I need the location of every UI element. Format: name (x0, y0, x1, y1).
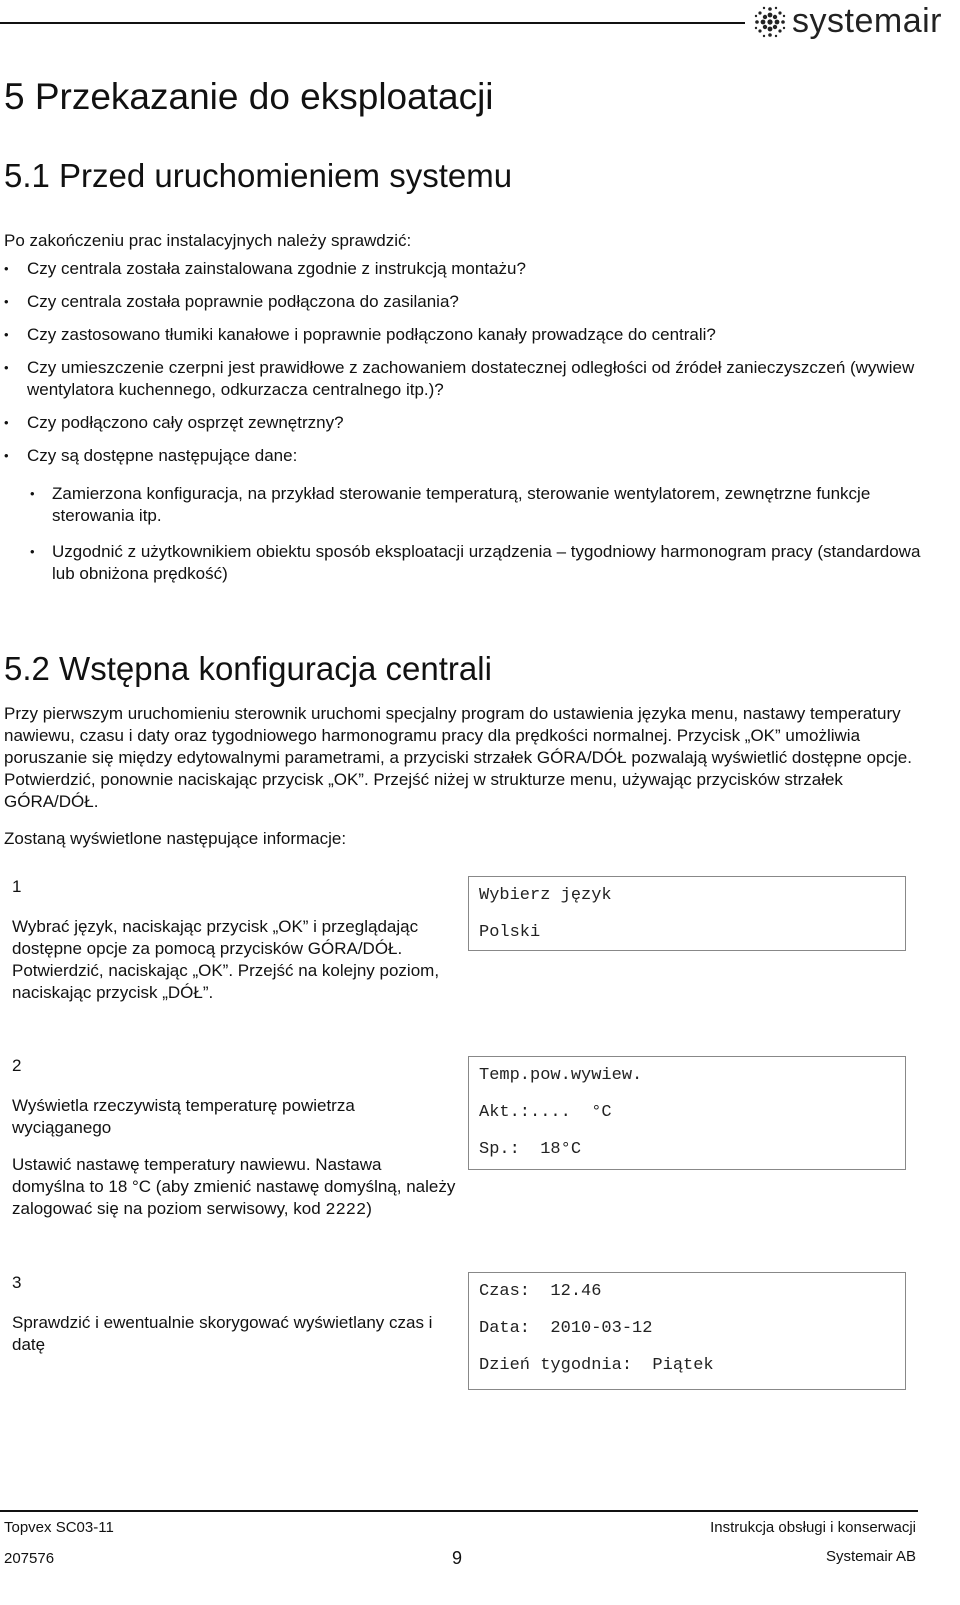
step-text: Wyświetla rzeczywistą temperaturę powietrza wyciąganego (12, 1096, 355, 1137)
display-step-3 (468, 1272, 906, 1390)
footer-rule (0, 1510, 918, 1512)
step-1 (12, 876, 457, 1004)
header-rule (0, 22, 745, 24)
list-item: • Czy centrala została zainstalowana zgodnie z instrukcją montażu? (0, 258, 930, 280)
checklist (0, 258, 930, 596)
setup-intro: Przy pierwszym uruchomieniu sterownik uruchomi specjalny program do ustawienia języka menu, nastawy temperatury nawiewu, czasu i daty oraz tygodniowego harmonogramu pracy dla prędkości normalnej. Przycisk „OK” umożliwia poruszanie się między edytowalnymi parametrami, a przyciski strzałek GÓRA/DÓŁ pozwalają wyświetlić dostępne opcje. Potwierdzić, ponownie naciskając przycisk „OK”. Przejść niżej w strukturze menu, używając przycisków strzałek GÓRA/DÓŁ. (4, 704, 912, 811)
list-item: • Czy zastosowano tłumiki kanałowe i poprawnie podłączono kanały prowadzące do centrali? (0, 324, 930, 346)
step-text-2 (12, 1154, 457, 1222)
display-step-1 (468, 876, 906, 951)
subsection-title-5-1: 5.1 Przed uruchomieniem systemu (4, 157, 513, 194)
step-number: 2 (12, 1056, 22, 1075)
info-text: Zostaną wyświetlone następujące informacje: (4, 829, 347, 848)
display-line: Data: 2010-03-12 (479, 1319, 653, 1338)
display-line: Temp.pow.wywiew. (479, 1066, 643, 1085)
footer-company: Systemair AB (825, 1548, 916, 1565)
page-number: 9 (452, 1548, 463, 1568)
display-step-2 (468, 1056, 906, 1170)
list-item: • Czy centrala została poprawnie podłączona do zasilania? (0, 291, 930, 313)
list-item: • Czy podłączono cały osprzęt zewnętrzny? (0, 412, 930, 434)
footer-doc-number: 207576 (4, 1550, 55, 1567)
footer-doc-title: Instrukcja obsługi i konserwacji (710, 1519, 916, 1536)
step-text-2-main: Ustawić nastawę temperatury nawiewu. Nastawa domyślna to 18 °C (aby zmienić nastawę domyślną, należy zalogować się na poziom serwisowy, kod (12, 1155, 456, 1218)
display-line: Wybierz język (479, 886, 612, 905)
display-line: Akt.:.... °C (479, 1103, 612, 1122)
step-2 (12, 1055, 457, 1222)
check-intro: Po zakończeniu prac instalacyjnych należy sprawdzić: (4, 231, 412, 250)
display-line: Czas: 12.46 (479, 1282, 602, 1301)
subsection-title-5-2: 5.2 Wstępna konfiguracja centrali (4, 650, 492, 687)
sub-list-item: • Uzgodnić z użytkownikiem obiektu sposób eksploatacji urządzenia – tygodniowy harmonogram pracy (standardowa lub obniżona prędkość) (0, 541, 930, 585)
step-3 (12, 1272, 457, 1356)
brand-name: systemair (792, 2, 942, 40)
list-item: • Czy umieszczenie czerpni jest prawidłowe z zachowaniem dostatecznej odległości od źródeł zanieczyszczeń (wywiew wentylatora kuchennego, odkurzacza centralnego itp.)? (0, 357, 930, 401)
systemair-logo-icon (752, 4, 788, 40)
section-title: 5 Przekazanie do eksploatacji (4, 76, 494, 117)
display-line: Dzień tygodnia: Piątek (479, 1356, 714, 1375)
display-line: Sp.: 18°C (479, 1140, 582, 1159)
list-item: • Czy są dostępne następujące dane: (0, 445, 930, 467)
step-text: Wybrać język, naciskając przycisk „OK” i przeglądając dostępne opcje za pomocą przycisków GÓRA/DÓŁ. Potwierdzić, naciskając „OK”. Przejść na kolejny poziom, naciskając przycisk „DÓŁ”. (12, 917, 440, 1002)
sub-list-item: • Zamierzona konfiguracja, na przykład sterowanie temperaturą, sterowanie wentylatorem, zewnętrzne funkcje sterowania itp. (0, 483, 930, 527)
footer-product: Topvex SC03-11 (4, 1519, 114, 1536)
step-text: Sprawdzić i ewentualnie skorygować wyświetlany czas i datę (12, 1313, 433, 1354)
service-code: 2222 (325, 1201, 367, 1220)
step-text-2-end: ) (366, 1199, 372, 1218)
display-line: Polski (479, 923, 541, 942)
brand-logo (752, 2, 942, 41)
step-number: 3 (12, 1273, 22, 1292)
step-number: 1 (12, 877, 22, 896)
